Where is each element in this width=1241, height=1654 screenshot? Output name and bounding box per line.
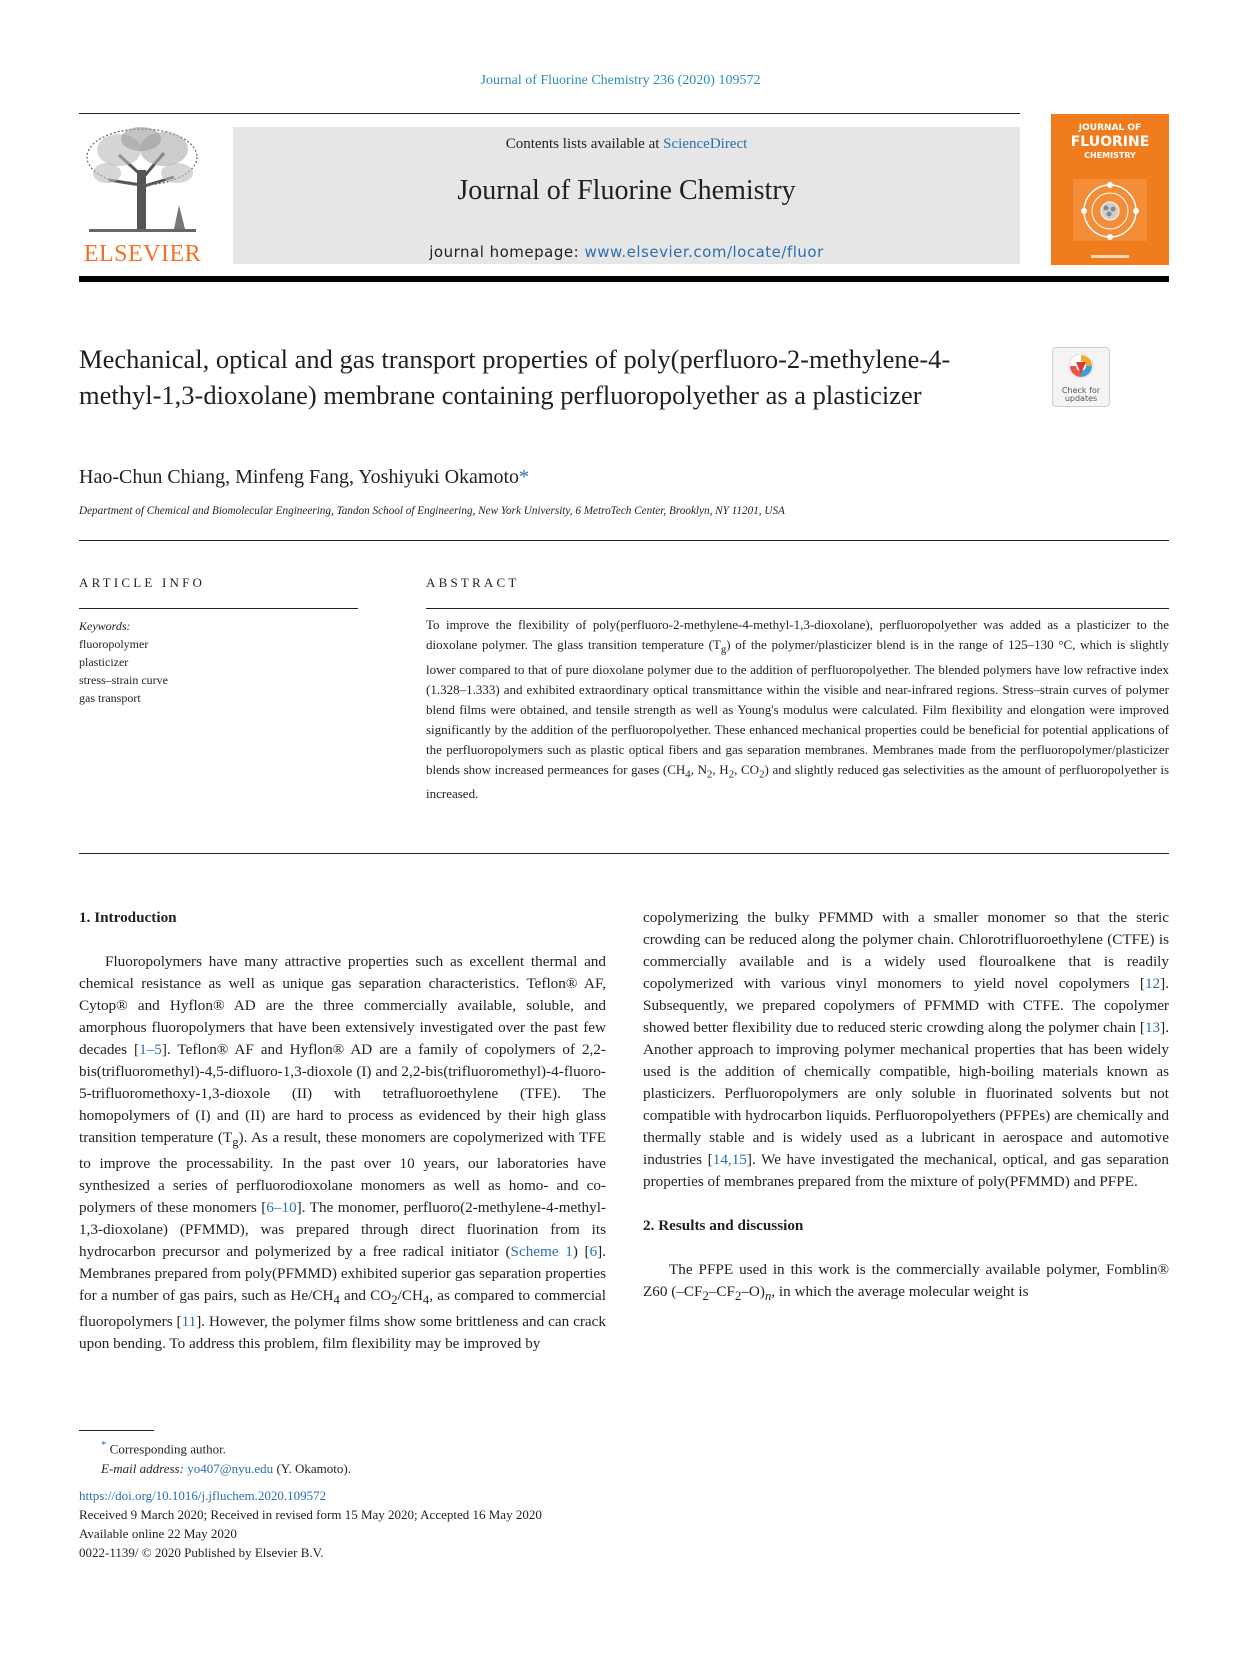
contents-line	[233, 136, 1020, 153]
body-column-left	[79, 907, 606, 1355]
homepage-link[interactable]: www.elsevier.com/locate/fluor	[584, 243, 824, 261]
intro-paragraph-continued: copolymerizing the bulky PFMMD with a smaller monomer so that the steric crowding can be reduced along the polymer chain. Chlorotrifluoroethylene (CTFE) is commercially available and is a widely used flouroalkene that is readily copolymerized with various vinyl monomers to yield novel copolymers [12]. Subsequently, we prepared copolymers of PFMMD with CTFE. The copolymer showed better flexibility due to reduced steric crowding along the polymer chain [13]. Another approach to improving polymer mechanical properties that has been widely used is the addition of chemically compatible, high-boiling materials known as plasticizers. Perfluoropolymers are only soluble in fluorinated solvents but not compatible with hydrocarbon liquids. Perfluoropolyethers (PFPEs) are chemically and thermally stable and is widely used as a lubricant in aerospace and automotive industries [14,15]. We have investigated the mechanical, optical, and gas separation properties of membranes prepared from the mixture of poly(PFMMD) and PFPE.	[643, 909, 1169, 1190]
journal-citation[interactable]: Journal of Fluorine Chemistry 236 (2020) 109572	[480, 73, 761, 88]
cover-title-line2: FLUORINE	[1070, 134, 1150, 150]
abstract-heading: ABSTRACT	[426, 575, 520, 590]
corresponding-author-mark[interactable]: *	[519, 466, 529, 488]
affiliation-rule	[79, 540, 1169, 541]
citation-link[interactable]: 6–10	[266, 1199, 297, 1217]
doi-link[interactable]: https://doi.org/10.1016/j.jfluchem.2020.109572	[79, 1488, 327, 1503]
citation-link[interactable]: 13	[1144, 1019, 1161, 1036]
header-thick-rule	[79, 276, 1169, 282]
authors-names: Hao-Chun Chiang, Minfeng Fang, Yoshiyuki Okamoto	[79, 466, 519, 488]
abstract-bottom-rule	[79, 853, 1169, 854]
sciencedirect-link[interactable]: ScienceDirect	[663, 136, 748, 152]
keywords-list	[79, 635, 168, 707]
cover-title-line3: CHEMISTRY	[1084, 151, 1136, 160]
citation-link[interactable]: 14,15	[712, 1151, 747, 1168]
keywords-label: Keywords:	[79, 619, 131, 633]
keyword-item: fluoropolymer	[79, 637, 149, 651]
footnote-rule	[79, 1430, 154, 1431]
citation-link[interactable]: 11	[181, 1313, 197, 1331]
scheme-link[interactable]: Scheme 1	[510, 1243, 573, 1261]
journal-cover-image	[1051, 114, 1169, 265]
elsevier-logo-text: ELSEVIER	[83, 241, 202, 267]
publication-info	[79, 1486, 542, 1562]
atom-icon	[1051, 169, 1169, 265]
cover-title	[1051, 122, 1169, 162]
email-line: E-mail address: yo407@nyu.edu (Y. Okamoto).	[101, 1461, 351, 1477]
contents-prefix: Contents lists available at	[505, 136, 664, 152]
copyright-line: 0022-1139/ © 2020 Published by Elsevier B.V.	[79, 1545, 324, 1560]
article-info-heading: ARTICLE INFO	[79, 575, 206, 590]
email-link[interactable]: yo407@nyu.edu	[187, 1461, 274, 1477]
check-updates-icon	[1068, 353, 1094, 381]
online-date: Available online 22 May 2020	[79, 1526, 237, 1541]
intro-paragraph: Fluoropolymers have many attractive properties such as excellent thermal and chemical resistance as well as unique gas separation characteristics. Teflon® AF, Cytop® and Hyflon® AD are the three commercially available, soluble, and amorphous fluoropolymers that have been extensively investigated over the past few decades [1–5]. Teflon® AF and Hyflon® AD are a family of copolymers of 2,2-bis(trifluoromethyl)-4,5-difluoro-1,3-dioxole (I) and 2,2-bis(trifluoromethyl)-4-fluoro-5-trifluoromethoxy-1,3-dioxole (II) with tetrafluoroethylene (TFE). The homopolymers of (I) and (II) are hard to process as evidenced by their high glass transition temperature $(T_g)$. As a result, these monomers are copolymerized with TFE to improve the processability. In the past over 10 years, our laboratories have synthesized a series of perfluorodioxolane monomers as well as homo- and co-polymers of these monomers [6–10]. The monomer, perfluoro(2-methylene-4-methyl-1,3-dioxolane) (PFMMD), was prepared through direct fluorination from its hydrocarbon precursor and polymerized by a free radical initiator (Scheme 1) [6]. Membranes prepared from poly(PFMMD) exhibited superior gas separation properties for a number of gas pairs, such as $He/CH_4$ and $CO_2/CH_4$, as compared to commercial fluoropolymers [11]. However, the polymer films show some brittleness and can crack upon bending. To address this problem, film flexibility may be improved by	[79, 953, 607, 1353]
section-heading-results: 2. Results and discussion	[643, 1217, 804, 1234]
keyword-item: stress–strain curve	[79, 673, 168, 687]
author-affiliation: Department of Chemical and Biomolecular Engineering, Tandon School of Engineering, New York University, 6 MetroTech Center, Brooklyn, NY 11201, USA	[79, 505, 785, 517]
abstract-rule	[426, 608, 1169, 609]
homepage-prefix: journal homepage:	[429, 243, 585, 261]
section-heading-introduction: 1. Introduction	[79, 909, 177, 926]
received-dates: Received 9 March 2020; Received in revised form 15 May 2020; Accepted 16 May 2020	[79, 1507, 542, 1522]
check-for-updates-button[interactable]	[1052, 347, 1110, 407]
journal-banner	[233, 127, 1020, 264]
header-rule	[79, 113, 1020, 114]
keyword-item: gas transport	[79, 691, 141, 705]
abstract-text: To improve the flexibility of poly(perfluoro-2-methylene-4-methyl-1,3-dioxolane), perfluoropolyether was added as a plasticizer to the dioxolane polymer. The glass transition temperature $(T_g)$ of the polymer/plasticizer blend is in the range of 125–130 °C, which is slightly lower compared to that of pure dioxolane polymer due to the addition of perfluoropolyether. The blended polymers have low refractive index (1.328–1.333) and exhibited extraordinary optical transmittance within the visible and near-infrared regions. Stress–strain curves of polymer blend films were obtained, and tensile strength as well as Young's modulus were calculated. Film flexibility and elongation were improved significantly by the addition of the perfluoropolyether. These enhanced mechanical properties could be beneficial for potential applications of the perfluoropolymers such as plastic optical fibers and gas separation membranes. Membranes made from the perfluoropolymer/plasticizer blends show increased permeances for gases ($CH_4$, $N_2$, $H_2$, $CO_2$) and slightly reduced gas selectivities as the amount of perfluoropolyether is increased.	[426, 617, 1170, 802]
citation-link[interactable]: 6	[589, 1243, 598, 1261]
citation-link[interactable]: 1–5	[139, 1041, 162, 1058]
keyword-item: plasticizer	[79, 655, 129, 669]
cover-title-line1: JOURNAL OF	[1078, 123, 1142, 133]
journal-name: Journal of Fluorine Chemistry	[457, 175, 796, 206]
corresponding-author-note: * Corresponding author.	[101, 1439, 226, 1457]
author-list	[79, 466, 529, 489]
article-info-rule	[79, 608, 358, 609]
citation-link[interactable]: 12	[1144, 975, 1161, 992]
article-title: Mechanical, optical and gas transport properties of poly(perfluoro-2-methylene-4-methyl-1,3-dioxolane) membrane containing perfluoropolyether as a plasticizer	[79, 344, 951, 410]
results-paragraph: The PFPE used in this work is the commercially available polymer, Fomblin® Z60 $(-CF_2-CF_2-O)_n$, in which the average molecular weight is	[643, 1261, 1169, 1304]
homepage-line	[233, 243, 1020, 261]
footnote	[79, 1435, 351, 1479]
check-updates-label: Check for updates	[1061, 386, 1101, 403]
body-column-right	[643, 907, 1169, 1307]
